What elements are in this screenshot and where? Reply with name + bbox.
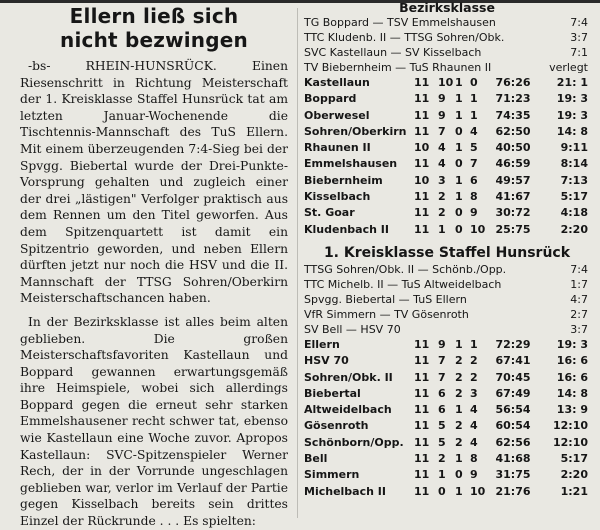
match-result-row (304, 307, 590, 322)
team-name: HSV 70 (304, 354, 349, 368)
losses: 8 (470, 190, 478, 204)
standings-row (304, 337, 590, 353)
standings-row (304, 156, 590, 172)
column-divider (297, 8, 298, 518)
points: 7:13 (560, 173, 588, 187)
wins: 5 (438, 419, 446, 433)
points: 13: 9 (556, 403, 588, 417)
standings-row (304, 435, 590, 451)
wins: 0 (438, 484, 446, 498)
losses: 4 (470, 435, 478, 449)
team-name: Kastellaun (304, 76, 370, 89)
games-played: 11 (414, 76, 430, 89)
losses: 8 (470, 452, 478, 466)
match-result-row (304, 262, 590, 277)
draws: 1 (455, 190, 463, 204)
game-ratio: 40:50 (495, 141, 531, 155)
wins: 9 (438, 337, 446, 351)
draws: 1 (455, 337, 463, 351)
team-name: Ellern (304, 337, 340, 351)
game-ratio: 76:26 (495, 76, 531, 89)
article-paragraph-2: In der Bezirksklasse ist alles beim alten geblieben. Die großen Meisterschaftsfavoriten Kastellaun und Boppard gewannen erwartungsgemäß ihre Heimspiele, wobei sich allerdings Boppard gegen die erneut sehr starken Emmelshausener recht schwer tat, ebenso wie Kastellaun eine Woche zuvor. Apropos Kastellaun: SVC-Spitzenspieler Werner Rech, der in der Vorrunde ungeschlagen geblieben war, verlor im Verlauf der Partie gegen Kisselbach bereits sein drittes Einzel der Rückrunde . . . Es spielten: (20, 314, 288, 529)
article-paragraph-1: -bs- RHEIN-HUNSRÜCK. Einen Riesenschritt in Richtung Meisterschaft der 1. Kreisklasse Staffel Hunsrück tat am letzten Januar-Wochenende die Tischtennis-Mannschaft des TuS Ellern. Mit einem überzeugenden 7:4-Sieg bei der Spvgg. Biebertal wurde der Drei-Punkte-Vorsprung gehalten und zugleich einer der drei „lästigen" Verfolger praktisch aus dem Rennen um den Titel geworfen. Aus dem Spitzenquartett ist damit ein Spitzentrio geworden, und neben Ellern dürften jetzt nur noch die HSV und die II. Mannschaft der TTSG Sohren/Oberkirn Meisterschaftschancen haben. (20, 59, 288, 306)
match-result-row (304, 45, 590, 60)
losses: 7 (470, 157, 478, 171)
games-played: 11 (414, 157, 430, 171)
losses: 3 (470, 386, 478, 400)
match-pairing: TTC Kludenb. II — TTSG Sohren/Obk. (304, 31, 505, 44)
wins: 3 (438, 173, 446, 187)
draws: 2 (455, 354, 463, 368)
match-score: 4:7 (570, 292, 588, 306)
standings-row (304, 91, 590, 107)
match-pairing: VfR Simmern — TV Gösenroth (304, 307, 469, 321)
team-name: Gösenroth (304, 419, 369, 433)
points: 2:20 (560, 468, 588, 482)
game-ratio: 25:75 (495, 222, 531, 236)
match-pairing: TV Biebernheim — TuS Rhaunen II (304, 61, 492, 74)
wins: 7 (438, 124, 446, 138)
game-ratio: 41:68 (495, 452, 531, 466)
games-played: 11 (414, 370, 430, 384)
wins: 4 (438, 141, 446, 155)
article-column (20, 0, 288, 530)
wins: 7 (438, 354, 446, 368)
game-ratio: 71:23 (495, 92, 531, 106)
match-score: 3:7 (570, 322, 588, 336)
match-score: 7:1 (570, 46, 588, 59)
losses: 0 (470, 76, 478, 89)
game-ratio: 74:35 (495, 108, 531, 122)
match-pairing: Spvgg. Biebertal — TuS Ellern (304, 292, 467, 306)
standings-row (304, 108, 590, 124)
draws: 1 (455, 141, 463, 155)
points: 14: 8 (556, 124, 588, 138)
wins: 2 (438, 452, 446, 466)
losses: 4 (470, 124, 478, 138)
wins: 9 (438, 92, 446, 106)
results-column (304, 0, 590, 500)
game-ratio: 62:50 (495, 124, 531, 138)
draws: 0 (455, 124, 463, 138)
team-name: Kludenbach II (304, 222, 389, 236)
game-ratio: 72:29 (495, 337, 531, 351)
game-ratio: 56:54 (495, 403, 531, 417)
wins: 10 (438, 76, 454, 89)
kreisklasse-title: 1. Kreisklasse Staffel Hunsrück (323, 244, 571, 261)
games-played: 10 (414, 173, 430, 187)
standings-row (304, 402, 590, 418)
draws: 0 (455, 222, 463, 236)
points: 21: 1 (556, 76, 588, 89)
losses: 6 (470, 173, 478, 187)
game-ratio: 62:56 (495, 435, 531, 449)
standings-row (304, 124, 590, 140)
points: 4:18 (560, 206, 588, 220)
losses: 10 (470, 484, 486, 498)
points: 14: 8 (556, 386, 588, 400)
kreisklasse-results (304, 262, 590, 337)
games-played: 11 (414, 403, 430, 417)
wins: 2 (438, 190, 446, 204)
team-name: Biebernheim (304, 173, 383, 187)
games-played: 11 (414, 419, 430, 433)
games-played: 11 (414, 386, 430, 400)
draws: 1 (455, 403, 463, 417)
draws: 2 (455, 419, 463, 433)
game-ratio: 31:75 (495, 468, 531, 482)
game-ratio: 46:59 (495, 157, 531, 171)
draws: 2 (455, 386, 463, 400)
match-pairing: SVC Kastellaun — SV Kisselbach (304, 46, 482, 59)
losses: 9 (470, 468, 478, 482)
kreisklasse-table (304, 337, 590, 500)
team-name: Schönborn/Opp. (304, 435, 404, 449)
points: 5:17 (560, 190, 588, 204)
points: 12:10 (552, 419, 588, 433)
match-pairing: SV Bell — HSV 70 (304, 322, 401, 336)
draws: 0 (455, 468, 463, 482)
losses: 9 (470, 206, 478, 220)
games-played: 11 (414, 190, 430, 204)
match-score: 7:4 (570, 16, 588, 29)
points: 16: 6 (556, 370, 588, 384)
team-name: Simmern (304, 468, 360, 482)
losses: 1 (470, 108, 478, 122)
wins: 9 (438, 108, 446, 122)
wins: 6 (438, 403, 446, 417)
wins: 2 (438, 206, 446, 220)
match-score: verlegt (549, 61, 588, 74)
points: 19: 3 (556, 92, 588, 106)
draws: 1 (455, 452, 463, 466)
match-score: 1:7 (570, 277, 588, 291)
team-name: St. Goar (304, 206, 355, 220)
points: 12:10 (552, 435, 588, 449)
game-ratio: 41:67 (495, 190, 531, 204)
draws: 0 (455, 206, 463, 220)
losses: 1 (470, 337, 478, 351)
headline-line-1: Ellern ließ sich (69, 4, 239, 28)
losses: 4 (470, 403, 478, 417)
team-name: Rhaunen II (304, 141, 371, 155)
match-result-row (304, 277, 590, 292)
losses: 1 (470, 92, 478, 106)
match-result-row (304, 30, 590, 45)
points: 1:21 (560, 484, 588, 498)
standings-row (304, 205, 590, 221)
draws: 2 (455, 370, 463, 384)
match-pairing: TTC Michelb. II — TuS Altweidelbach (304, 277, 502, 291)
points: 19: 3 (556, 108, 588, 122)
match-score: 2:7 (570, 307, 588, 321)
match-pairing: TG Boppard — TSV Emmelshausen (304, 16, 496, 29)
standings-row (304, 173, 590, 189)
wins: 6 (438, 386, 446, 400)
games-played: 10 (414, 141, 430, 155)
games-played: 11 (414, 124, 430, 138)
standings-row (304, 353, 590, 369)
standings-row (304, 189, 590, 205)
standings-row (304, 370, 590, 386)
points: 5:17 (560, 452, 588, 466)
draws: 1 (455, 76, 463, 89)
points: 9:11 (560, 141, 588, 155)
bezirksklasse-title: Bezirksklasse (399, 0, 495, 15)
losses: 2 (470, 370, 478, 384)
standings-row (304, 467, 590, 483)
games-played: 11 (414, 435, 430, 449)
team-name: Bell (304, 452, 328, 466)
games-played: 11 (414, 337, 430, 351)
game-ratio: 30:72 (495, 206, 531, 220)
match-result-row (304, 292, 590, 307)
wins: 4 (438, 157, 446, 171)
standings-row (304, 451, 590, 467)
bezirksklasse-table (304, 75, 590, 238)
standings-row (304, 222, 590, 238)
points: 16: 6 (556, 354, 588, 368)
game-ratio: 49:57 (495, 173, 531, 187)
draws: 0 (455, 157, 463, 171)
losses: 5 (470, 141, 478, 155)
team-name: Oberwesel (304, 108, 370, 122)
wins: 5 (438, 435, 446, 449)
match-score: 3:7 (570, 31, 588, 44)
team-name: Boppard (304, 92, 357, 106)
points: 2:20 (560, 222, 588, 236)
game-ratio: 67:41 (495, 354, 531, 368)
game-ratio: 21:76 (495, 484, 531, 498)
draws: 1 (455, 173, 463, 187)
game-ratio: 67:49 (495, 386, 531, 400)
draws: 1 (455, 92, 463, 106)
losses: 2 (470, 354, 478, 368)
team-name: Michelbach II (304, 484, 386, 498)
games-played: 11 (414, 206, 430, 220)
article-body (20, 58, 288, 530)
points: 8:14 (560, 157, 588, 171)
match-pairing: TTSG Sohren/Obk. II — Schönb./Opp. (304, 262, 507, 276)
headline-line-2: nicht bezwingen (60, 28, 248, 52)
losses: 10 (470, 222, 486, 236)
standings-row (304, 386, 590, 402)
wins: 1 (438, 468, 446, 482)
games-played: 11 (414, 354, 430, 368)
standings-row (304, 140, 590, 156)
match-result-row (304, 60, 590, 75)
match-result-row (304, 322, 590, 337)
losses: 4 (470, 419, 478, 433)
team-name: Altweidelbach (304, 403, 392, 417)
bezirksklasse-results (304, 15, 590, 75)
game-ratio: 60:54 (495, 419, 531, 433)
standings-row (304, 75, 590, 91)
games-played: 11 (414, 484, 430, 498)
games-played: 11 (414, 468, 430, 482)
team-name: Sohren/Oberkirn (304, 124, 407, 138)
games-played: 11 (414, 92, 430, 106)
games-played: 11 (414, 222, 430, 236)
team-name: Emmelshausen (304, 157, 398, 171)
team-name: Biebertal (304, 386, 361, 400)
match-result-row (304, 15, 590, 30)
match-score: 7:4 (570, 262, 588, 276)
standings-row (304, 418, 590, 434)
team-name: Kisselbach (304, 190, 371, 204)
draws: 2 (455, 435, 463, 449)
draws: 1 (455, 484, 463, 498)
games-played: 11 (414, 452, 430, 466)
standings-row (304, 484, 590, 500)
points: 19: 3 (556, 337, 588, 351)
team-name: Sohren/Obk. II (304, 370, 393, 384)
wins: 1 (438, 222, 446, 236)
game-ratio: 70:45 (495, 370, 531, 384)
draws: 1 (455, 108, 463, 122)
wins: 7 (438, 370, 446, 384)
headline (20, 4, 288, 52)
games-played: 11 (414, 108, 430, 122)
